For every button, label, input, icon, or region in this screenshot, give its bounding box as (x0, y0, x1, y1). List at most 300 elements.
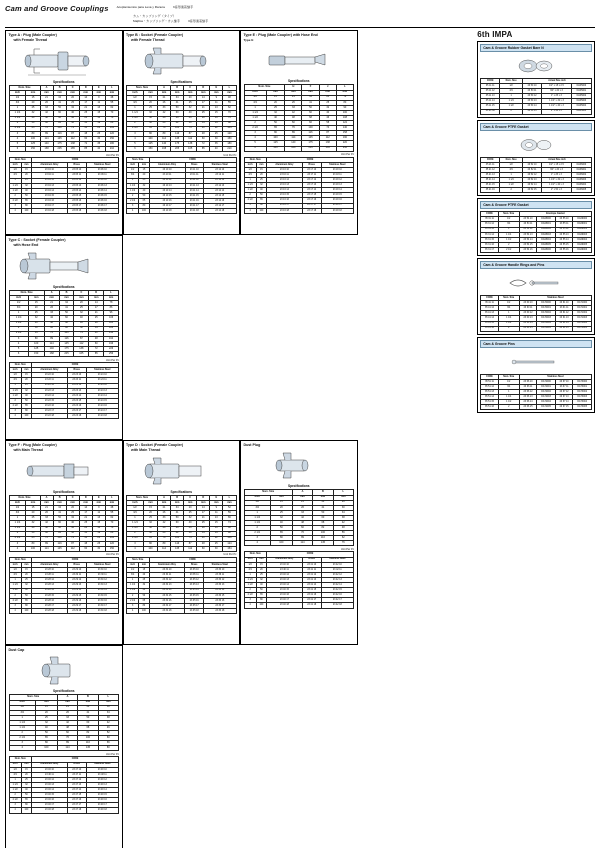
table-cell: 48 (89, 336, 104, 341)
table-cell: DA68002 (537, 227, 556, 232)
table-cell: 150 (26, 147, 40, 152)
section-table (480, 157, 592, 194)
table-cell: 9 (210, 506, 223, 511)
table-cell: 23 29 15 (67, 593, 86, 598)
spec-body (9, 301, 119, 357)
spec-header-nom: Nom. Size (127, 495, 158, 500)
table-cell: 96 (104, 311, 119, 316)
table-cell: 35 21 13 (481, 172, 500, 177)
unit-label: Unit Per Pc (105, 553, 119, 557)
table-cell: 3/4 (244, 100, 266, 105)
table-cell: 32 (256, 183, 266, 188)
table-cell: 23 60 10 (519, 301, 537, 306)
table-cell: 89 (292, 536, 312, 541)
table-cell: 48 (79, 131, 92, 136)
table-cell: 60 (89, 341, 104, 346)
table-cell: 23 18 12 (321, 178, 353, 183)
spec-header-e: E (210, 85, 223, 90)
table-cell: 23 23 11 (67, 378, 86, 383)
table-cell: 2 1/2 (9, 798, 21, 803)
table-cell: 1 1/2 (244, 116, 266, 121)
table-cell: 65 (266, 126, 285, 131)
spec-label: Specifications (52, 284, 75, 289)
table-cell: 1 1/2 (244, 521, 270, 526)
table-cell: 21 (44, 301, 59, 306)
spec-body (244, 500, 354, 546)
table-cell: 1 (9, 106, 26, 111)
table-cell: 41 (79, 536, 92, 541)
spec-sub-u3: mm (66, 91, 79, 96)
table-cell: 22 (92, 126, 105, 131)
table-cell: 23 47 11 (67, 772, 86, 777)
table-cell: 34 (313, 500, 333, 505)
spec-sub-u6: mm (223, 501, 236, 506)
table-cell: 100 (28, 341, 44, 346)
table-cell: 100 (256, 603, 266, 608)
table-cell: 23 18 18 (321, 208, 353, 213)
table-cell: 88 (105, 531, 118, 536)
code-header-nom: Nom. Size (9, 557, 32, 562)
spec-sub-mm: mm (270, 495, 292, 500)
table-cell: 23 60 13 (519, 316, 537, 321)
sidebar-section-ptfe-gasket-2[interactable] (477, 198, 595, 256)
product-cell-dust-cap[interactable] (5, 645, 123, 848)
sidebar-section-handle-rings[interactable] (477, 258, 595, 335)
spec-sub-inch: inch (244, 90, 266, 95)
product-cell-dust-plug[interactable] (240, 440, 358, 645)
spec-header-a: A (57, 695, 77, 700)
table-cell: 50 (21, 593, 31, 598)
table-cell: 13 (92, 516, 105, 521)
spec-sub-u2: mm (313, 495, 333, 500)
table-cell: 23 05 13 (67, 183, 86, 188)
code-sub-mm: mm (139, 563, 149, 568)
table-cell: 1 (127, 578, 139, 583)
table-cell: 2 (9, 793, 21, 798)
table-cell: DA73004 (573, 400, 592, 405)
table-cell: 48 (57, 726, 77, 731)
table-cell: 58 (66, 121, 79, 126)
table-cell: 2 1/2 (498, 247, 519, 252)
product-illustration-type-d (126, 454, 237, 488)
table-cell: 50 (21, 193, 31, 198)
table-cell: 60 (158, 121, 171, 126)
table-cell: 100 (59, 331, 74, 336)
table-cell: 60 (98, 736, 118, 741)
table-cell: 1" x 25 x 3 (542, 94, 572, 99)
table-cell: 60 (78, 720, 98, 725)
table-cell: 14 (197, 96, 210, 101)
table-cell: 1 1/2 (127, 526, 144, 531)
spec-header-c: C (66, 495, 79, 500)
table-cell: 112 (184, 546, 197, 551)
spec-sub-inch: inch (9, 700, 35, 705)
code-header-nom: Nom. Size (244, 157, 267, 162)
table-row (9, 209, 119, 214)
table-cell: 23 10 16 (149, 198, 185, 203)
product-illustration-type-a (9, 44, 120, 78)
table-cell: 23 54 14 (519, 237, 537, 242)
product-grid-row-2 (5, 440, 474, 848)
table-cell: 2 (9, 398, 21, 403)
table-cell: 23 55 12 (555, 227, 573, 232)
table-cell: 48 (105, 506, 118, 511)
table-cell: 17 (89, 306, 104, 311)
table-cell: 76 (158, 126, 171, 131)
table-cell: 23 24 10 (86, 373, 118, 378)
table-cell: 19 (210, 531, 223, 536)
table-cell: 3/4 (9, 378, 21, 383)
table-cell: 48 (44, 321, 59, 326)
table-cell: 42 (158, 521, 171, 526)
table-cell: 76 (292, 531, 312, 536)
table-cell: 48 (223, 96, 236, 101)
table-cell: 1 1/2 (9, 788, 21, 793)
table-cell: 89 (57, 741, 77, 746)
section-body (481, 379, 592, 410)
table-cell: 1/2" x 15 x 2.5 (542, 84, 572, 89)
table-cell: 3/4 (244, 172, 256, 177)
code-sub-ss: Stainless Steel (86, 563, 118, 568)
table-cell: 50 (266, 121, 285, 126)
product-cell-type-b[interactable] (123, 30, 241, 235)
table-cell: 26 (57, 710, 77, 715)
table-cell: 2 1/2 (9, 736, 35, 741)
table-cell: 3/4 (498, 384, 519, 389)
table-cell: 23 52 15 (523, 188, 542, 193)
spec-header-d: D (89, 290, 104, 295)
table-cell: 35 51 13 (481, 389, 499, 394)
table-cell: 23 55 11 (555, 222, 573, 227)
table-cell: 30 (333, 505, 353, 510)
table-cell: 23 50 11 (523, 89, 542, 94)
table-cell: 76 (40, 126, 53, 131)
table-cell: DA71000 (573, 301, 592, 306)
table-cell: 76 (105, 526, 118, 531)
table-cell: 60 (171, 111, 184, 116)
table-cell: 1 1/2 (127, 188, 139, 193)
table-cell: 1 (498, 389, 519, 394)
table-cell: 80 (256, 203, 266, 208)
table-cell: 23 12 18 (203, 209, 236, 214)
section-title: Cam & Groove PTFE Gasket (480, 201, 592, 209)
table-cell: 3/4 (127, 511, 144, 516)
product-cell-type-a[interactable] (5, 30, 123, 235)
table-row (9, 608, 119, 613)
table-cell: 32 (139, 583, 149, 588)
table-cell: 32 (66, 516, 79, 521)
table-cell: 48 (197, 131, 210, 136)
table-cell: 116 (313, 536, 333, 541)
table-cell: 23 55 16 (555, 247, 573, 252)
table-cell: 23 47 17 (67, 803, 86, 808)
table-cell: DA66000 (571, 162, 591, 167)
table-cell: 100 (256, 208, 266, 213)
table-cell: 23 23 17 (67, 409, 86, 414)
table-cell: 2 1/2 (9, 198, 21, 203)
table-cell: DA70003 (537, 316, 556, 321)
table-cell: 23 05 17 (67, 204, 86, 209)
table-cell: 100 (313, 531, 333, 536)
table-cell: 100 (139, 209, 149, 214)
table-cell: 32 (21, 782, 31, 787)
table-cell: 80 (98, 746, 118, 751)
table-cell: 23 18 10 (321, 167, 353, 172)
product-illustration-type-c (9, 249, 120, 283)
table-cell: 50 (21, 793, 31, 798)
table-cell: 40 (184, 111, 197, 116)
table-cell: 35 31 15 (481, 237, 499, 242)
table-cell: 15 (92, 111, 105, 116)
table-cell: DA65003 (571, 99, 591, 104)
spec-sub-u1: mm (40, 91, 53, 96)
table-cell: 23 17 15 (302, 193, 321, 198)
table-cell: 20 (270, 505, 292, 510)
table-cell: 114 (104, 321, 119, 326)
table-cell: DA73001 (573, 384, 592, 389)
code-header-nom: Nom. Size (9, 158, 32, 163)
table-cell: 23 18 13 (321, 183, 353, 188)
table-cell: 23 29 12 (67, 578, 86, 583)
sidebar-section-gasket-bare-n[interactable] (477, 41, 595, 118)
table-cell: 74 (184, 126, 197, 131)
table-cell: 226 (104, 346, 119, 351)
spec-header-nom: Nom. Size (9, 695, 57, 700)
table-cell: 154 (223, 546, 236, 551)
spec-header-c: C (74, 290, 89, 295)
table-cell: 25 (92, 541, 105, 546)
table-cell: 68 (59, 321, 74, 326)
table-cell: 145 (302, 136, 319, 141)
table-cell: 15 (256, 562, 266, 567)
table-cell: 60 (313, 515, 333, 520)
table-cell: 23 47 12 (67, 777, 86, 782)
table-cell: 20 (66, 506, 79, 511)
table-cell: 2 1/2 (9, 126, 26, 131)
table-cell: 14 (79, 506, 92, 511)
table-cell: 48 (333, 526, 353, 531)
table-cell: 50 (28, 326, 44, 331)
table-cell: 56 (333, 531, 353, 536)
cell-subtitle: with Female Thread (131, 38, 165, 43)
table-cell: 82 (78, 731, 98, 736)
table-cell: 1/2 (9, 301, 28, 306)
spec-header-l: L (333, 490, 353, 495)
page-subtitle-jp-right: 3係形速着継手 (172, 5, 194, 9)
table-cell: 50 (26, 531, 40, 536)
table-cell: 1 1/4 (127, 521, 144, 526)
table-cell: DA69001 (573, 222, 592, 227)
spec-body (9, 705, 119, 751)
table-cell: 23 28 17 (32, 603, 68, 608)
table-cell: 1 (9, 178, 21, 183)
table-cell: 23 06 11 (86, 173, 118, 178)
table-cell: 89 (40, 131, 53, 136)
code-header-nom: Nom. Size (244, 552, 267, 557)
table-cell: DA73005 (573, 405, 592, 410)
table-cell: DA71004 (573, 321, 592, 326)
table-cell: 150 (223, 136, 236, 141)
table-row (9, 808, 119, 813)
table-cell: 35 21 66 (481, 109, 500, 114)
table-cell: 2 (127, 193, 139, 198)
table-cell: 23 55 14 (555, 237, 573, 242)
spec-body (127, 96, 237, 152)
table-cell: 60 (171, 521, 184, 526)
table-cell: 20 (139, 573, 149, 578)
table-cell: 23 67 15 (555, 405, 573, 410)
table-cell: 23 18 11 (321, 172, 353, 177)
table-cell: 104 (105, 126, 118, 131)
table-cell: 40 (139, 588, 149, 593)
table-cell: 89 (44, 336, 59, 341)
spec-header-nom: Nom. Size (244, 490, 292, 495)
table-cell: 23 35 11 (185, 573, 204, 578)
table-cell: 122 (336, 121, 353, 126)
th-actual: Actual Size inch (523, 157, 592, 162)
table-cell: 40 (21, 393, 31, 398)
table-cell: 40 (26, 526, 40, 531)
table-cell: 6 (127, 147, 144, 152)
table-cell: 15 (21, 373, 31, 378)
table-cell: 190 (336, 136, 353, 141)
product-cell-type-f[interactable] (5, 440, 123, 645)
table-cell: 3/4 (498, 306, 519, 311)
th-code: CODE (481, 374, 499, 379)
table-cell: 23 10 12 (149, 178, 185, 183)
table-cell: 23 28 11 (32, 573, 68, 578)
product-cell-type-c[interactable] (5, 235, 123, 440)
table-cell: 1 1/2 (500, 104, 523, 109)
spec-sub-u4: mm (197, 91, 210, 96)
table-cell: 21 (40, 506, 53, 511)
table-cell: 28 (79, 526, 92, 531)
table-cell: 70 (223, 111, 236, 116)
table-cell: 80 (256, 598, 266, 603)
table-cell: 23 29 14 (67, 588, 86, 593)
table-cell: 23 17 10 (302, 167, 321, 172)
spec-sub-u3: mm (184, 501, 197, 506)
table-cell: 23 04 16 (32, 198, 68, 203)
spec-sub-u5: mm (104, 296, 119, 301)
spec-sub-u3: mm (98, 700, 118, 705)
table-cell: 34 (78, 705, 98, 710)
sidebar-section-pins[interactable] (477, 337, 595, 414)
table-cell: 35 51 15 (481, 400, 499, 405)
table-cell: 1 1/4 (9, 316, 28, 321)
table-cell: 23 40 16 (267, 593, 303, 598)
table-cell: 1 1/2 (9, 526, 26, 531)
spec-header-d: D (79, 85, 92, 90)
spec-header-b: B (171, 495, 184, 500)
table-cell: 3 (9, 741, 35, 746)
table-cell: 23 24 18 (86, 414, 118, 419)
table-cell: 35 41 16 (481, 326, 499, 331)
table-cell: 34 (171, 96, 184, 101)
table-cell: 23 46 14 (32, 788, 68, 793)
table-cell: DA66004 (571, 183, 591, 188)
table-cell: 100 (53, 126, 66, 131)
table-cell: 41 (302, 100, 319, 105)
table-cell: 23 36 15 (204, 593, 236, 598)
table-cell: 25 (79, 521, 92, 526)
table-cell: DA70004 (537, 321, 556, 326)
table-cell: 23 11 14 (185, 188, 203, 193)
table-cell: 48 (285, 116, 302, 121)
spec-header-e: E (92, 495, 105, 500)
table-row (9, 546, 119, 551)
table-cell: DA71002 (573, 311, 592, 316)
table-cell: 23 12 12 (203, 178, 236, 183)
spec-label: Specifications (287, 79, 310, 84)
table-cell: 108 (223, 536, 236, 541)
table-cell: 23 42 11 (321, 567, 353, 572)
table-cell: 3/4 (244, 567, 256, 572)
table-cell: 35 21 12 (481, 167, 500, 172)
table-cell: DA73000 (573, 379, 592, 384)
table-cell: 33 (158, 516, 171, 521)
table-cell: 2 1/2 (244, 593, 256, 598)
table-cell: 16 (92, 526, 105, 531)
table-cell: 60 (79, 136, 92, 141)
table-cell: 23 41 16 (302, 593, 321, 598)
table-cell: 114 (57, 746, 77, 751)
th-envelope: Envelope Gasket (519, 212, 591, 217)
table-cell: 114 (40, 136, 53, 141)
table-cell: 23 34 10 (149, 568, 185, 573)
table-cell: 15 (26, 506, 40, 511)
header-divider (5, 27, 595, 28)
table-cell: 23 50 14 (523, 104, 542, 109)
table-cell: 205 (171, 147, 184, 152)
table-cell: 23 18 15 (321, 193, 353, 198)
table-cell: 116 (171, 131, 184, 136)
table-cell: 40 (143, 116, 157, 121)
product-cell-type-e[interactable] (240, 30, 358, 235)
table-cell: 23 24 16 (86, 403, 118, 408)
table-cell: 23 42 14 (321, 583, 353, 588)
table-cell: 80 (21, 803, 31, 808)
table-cell: 5 (9, 346, 28, 351)
spec-sub-u2: mm (171, 501, 184, 506)
table-cell: DA72000 (537, 379, 556, 384)
table-cell: 23 60 11 (519, 306, 537, 311)
spec-sub-mm: mm (26, 501, 40, 506)
table-cell: 28 (89, 321, 104, 326)
table-cell: 23 66 14 (519, 400, 537, 405)
table-cell: 23 12 17 (203, 204, 236, 209)
table-cell: 4 (127, 546, 144, 551)
table-cell: 21 (79, 106, 92, 111)
table-cell: 23 52 10 (523, 162, 542, 167)
table-cell: 80 (270, 536, 292, 541)
table-cell: 23 29 10 (67, 568, 86, 573)
table-cell: 2 (127, 121, 144, 126)
code-header-nom: Nom. Size (9, 757, 32, 762)
table-cell: 23 46 12 (32, 777, 68, 782)
table-cell: 3/4 (127, 101, 144, 106)
product-cell-type-d[interactable] (123, 440, 241, 645)
table-cell: 23 29 11 (67, 573, 86, 578)
table-cell: 23 24 14 (86, 393, 118, 398)
table-cell: 25 (89, 316, 104, 321)
table-cell: 2 1/2 (127, 536, 144, 541)
sidebar-section-ptfe-gasket-1[interactable] (477, 120, 595, 197)
table-cell: 23 11 17 (185, 204, 203, 209)
table-cell: 23 46 13 (32, 782, 68, 787)
table-cell: 23 67 11 (555, 384, 573, 389)
table-cell: 25 (26, 516, 40, 521)
